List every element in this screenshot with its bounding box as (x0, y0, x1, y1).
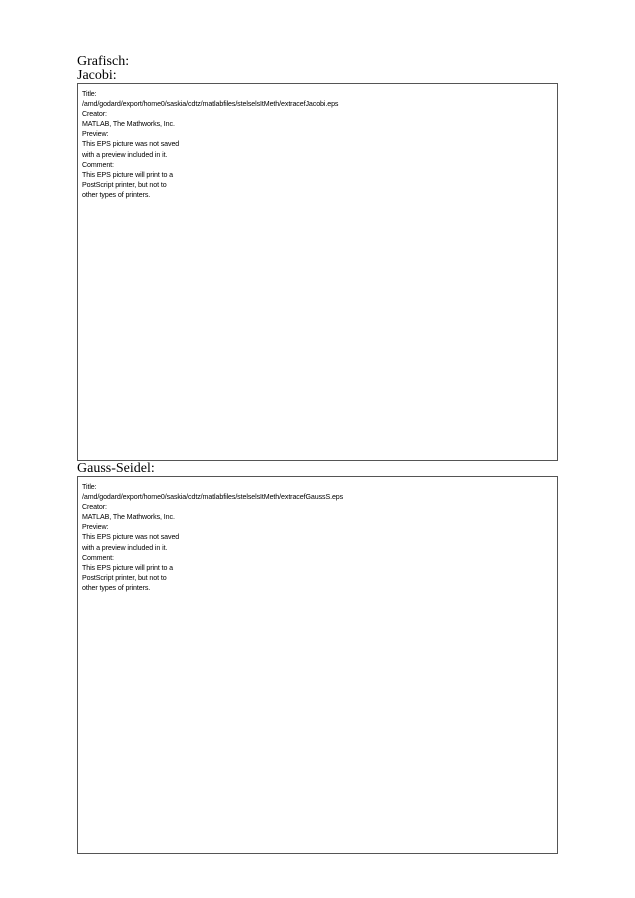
eps-comment-label: Comment: (82, 553, 114, 562)
section-heading-grafisch: Grafisch: (77, 54, 130, 69)
eps-creator-value: MATLAB, The Mathworks, Inc. (82, 120, 175, 129)
eps-comment-text: PostScript printer, but not to (82, 180, 167, 189)
eps-preview-label: Preview: (82, 130, 109, 139)
eps-preview-text: This EPS picture was not saved (82, 533, 180, 542)
eps-figure-placeholder-gauss-seidel (77, 476, 558, 854)
eps-title-path: /amd/godard/export/home0/saskia/cdtz/matlabfiles/stelselsItMeth/extracefJacobi.eps (82, 100, 339, 109)
eps-preview-text: with a preview included in it. (82, 543, 168, 552)
eps-comment-text: This EPS picture will print to a (82, 563, 174, 572)
eps-info-text (82, 482, 343, 593)
eps-comment-text: other types of printers. (82, 190, 151, 199)
eps-comment-text: This EPS picture will print to a (82, 170, 174, 179)
eps-preview-text: with a preview included in it. (82, 150, 168, 159)
eps-creator-label: Creator: (82, 110, 107, 119)
section-heading-gauss-seidel: Gauss-Seidel: (77, 461, 155, 476)
eps-info-text (82, 89, 338, 200)
eps-comment-text: PostScript printer, but not to (82, 573, 167, 582)
eps-preview-text: This EPS picture was not saved (82, 140, 180, 149)
eps-comment-text: other types of printers. (82, 583, 151, 592)
eps-title-label: Title: (82, 90, 97, 98)
eps-creator-value: MATLAB, The Mathworks, Inc. (82, 513, 175, 522)
eps-title-path: /amd/godard/export/home0/saskia/cdtz/matlabfiles/stelselsItMeth/extracefGaussS.eps (82, 493, 344, 502)
eps-comment-label: Comment: (82, 160, 114, 169)
eps-preview-label: Preview: (82, 523, 109, 532)
eps-creator-label: Creator: (82, 503, 107, 512)
eps-title-label: Title: (82, 483, 97, 491)
eps-figure-placeholder-jacobi (77, 83, 558, 461)
section-heading-jacobi: Jacobi: (77, 68, 117, 83)
